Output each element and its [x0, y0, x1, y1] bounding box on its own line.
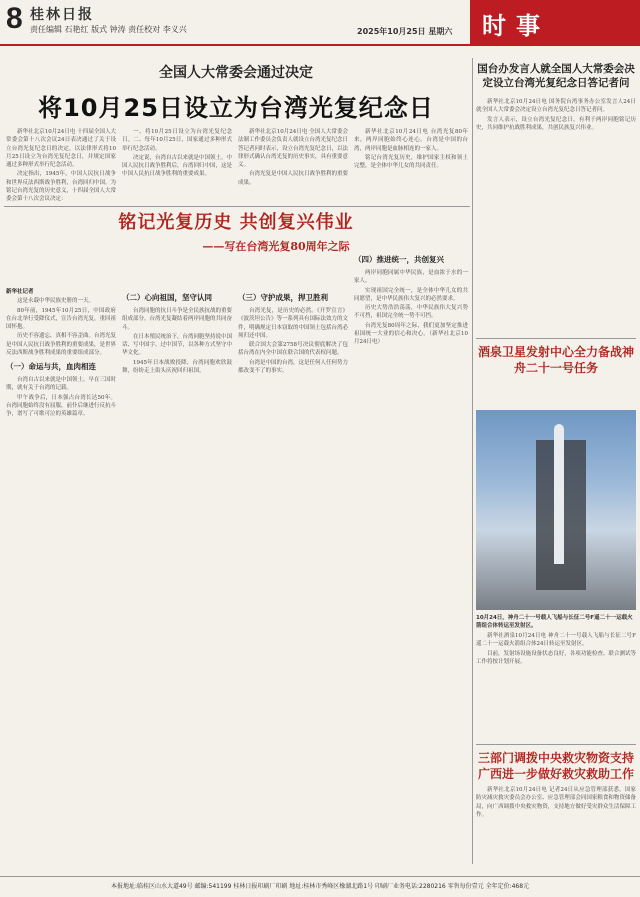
paragraph: 新华社北京10月24日电 国务院台湾事务办公室发言人24日就全国人大常委会决定设立台湾光复纪念日答记者问。	[476, 99, 636, 114]
editor-line: 责任编辑 石艳红 版式 钟涛 责任校对 李义兴	[30, 25, 187, 34]
right-story-2-title: 酒泉卫星发射中心全力备战神舟二十一号任务	[477, 345, 634, 376]
rocket	[554, 424, 564, 564]
paragraph: 台湾光复是中国人民抗日战争胜利的重要成果。	[238, 171, 348, 186]
paragraph: 80年前，1945年10月25日，中国政府在台北举行受降仪式，宣告台湾光复，重回祖国怀抱。	[6, 307, 116, 330]
section-divider	[476, 338, 636, 339]
feature-column-4	[354, 250, 468, 872]
main-story-column-3	[238, 128, 348, 204]
paragraph: 历史大势浩浩荡荡，中华民族伟大复兴势不可挡，祖国完全统一势不可挡。	[354, 305, 468, 320]
byline: 新华社记者	[6, 289, 34, 295]
feature-subtitle: ——写在台湾光复80周年之际	[202, 240, 350, 253]
paragraph: 历史不容遗忘，真相不容歪曲。台湾光复是中国人民抗日战争胜利的重要成果，是世界反法西斯战争胜利成果的重要组成部分。	[6, 333, 116, 356]
main-story-column-1	[6, 128, 116, 204]
feature-column-1	[6, 288, 116, 872]
paragraph: 台湾光复，是历史的必然。《开罗宣言》《波茨坦公告》等一系列具有国际法效力的文件，明确规定日本窃取的中国领土包括台湾必须归还中国。	[238, 308, 348, 339]
rocket-launch-photo	[476, 410, 636, 610]
paragraph: 甲午战争后，日本强占台湾长达50年。台湾同胞始终没有屈服，前仆后继进行反抗斗争，谱写了可歌可泣的英雄篇章。	[6, 394, 116, 417]
feature-subhead: （三）守护成果，捍卫胜利	[238, 293, 328, 302]
paragraph: 新华社北京10月24日电 记者24日从应急管理部获悉，国家防灾减灾救灾委员会办公室、应急管理部会同国家粮食和物资储备局，向广西调拨中央救灾物资，支持地方做好受灾群众生活保障工作。	[476, 787, 636, 818]
right-story-1-body	[476, 98, 636, 334]
paragraph: 决定指出，1945年，中国人民抗日战争和世界反法西斯战争胜利，台湾回归中国。为铭记台湾光复的历史意义，十四届全国人大常委会第十八次会议决定：	[6, 171, 116, 202]
paragraph: 新华社北京10月24日电 十四届全国人大常委会第十八次会议24日表决通过了关于设立台湾光复纪念日的决定，以法律形式将10月25日设立为台湾光复纪念日，并规定国家通过多种形式举行纪念活动。	[6, 129, 116, 168]
paragraph: 新华社北京10月24日电 台湾光复80年来，两岸同胞始终心连心。台湾是中国的台湾，两岸同胞是血脉相连的一家人。	[354, 129, 468, 152]
paragraph: 目前，发射场设施设备状态良好，各项功能检查、联合测试等工作将按计划开展。	[476, 650, 636, 665]
feature-subhead: （一）命运与共，血肉相连	[6, 362, 96, 371]
paper-name: 桂林日报	[30, 7, 94, 23]
paragraph: 发言人表示，设立台湾光复纪念日，有利于两岸同胞铭记历史，共同维护抗战胜利成果，共创民族复兴伟业。	[476, 116, 636, 131]
issue-date: 2025年10月25日 星期六	[357, 27, 453, 36]
paragraph: 台湾光复80周年之际，我们更加坚定推进祖国统一大业的信心和决心。（新华社北京10月24日电）	[354, 322, 468, 345]
paragraph: 1945年日本战败投降，台湾同胞欢欣鼓舞，纷纷走上街头庆祝回归祖国。	[122, 359, 232, 374]
feature-subhead: （四）推进统一，共创复兴	[354, 255, 444, 264]
main-story-heading	[0, 62, 472, 123]
paragraph: 新华社酒泉10月24日电 神舟二十一号载人飞船与长征二号F遥二十一运载火箭组合体24日转运至发射区。	[476, 633, 636, 648]
page-footer: 本报地址:临桂区山水大道49号 邮编:541199 桂林日报印刷厂印刷 地址:桂林市秀峰区橡湖北路1号 印刷厂业务电话:2280216 零售每份壹元 全年定价:468元	[0, 876, 640, 897]
paragraph: 这是永载中华民族史册的一天。	[17, 298, 95, 305]
paragraph: 台湾自古以来就是中国领土。早在三国时期，就有关于台湾的记载。	[6, 377, 116, 392]
feature-title: 铭记光复历史 共创复兴伟业	[118, 212, 354, 233]
main-story-kicker: 全国人大常委会通过决定	[159, 65, 313, 81]
paragraph: 一、将10月25日设立为台湾光复纪念日。二、每年10月25日，国家通过多种形式举行纪念活动。	[122, 129, 232, 152]
paragraph: 台湾同胞的抗日斗争是全民族抗战的重要组成部分。台湾光复凝结着两岸同胞的共同奋斗。	[122, 308, 232, 331]
paragraph: 实现祖国完全统一，是全体中华儿女的共同愿望，是中华民族伟大复兴的必然要求。	[354, 287, 468, 302]
main-story-column-2	[122, 128, 232, 204]
right-story-2-body	[476, 632, 636, 732]
feature-subhead: （二）心向祖国，坚守认同	[122, 293, 212, 302]
section-banner	[470, 0, 640, 44]
paragraph: 台湾是中国的台湾，这是任何人任何势力都改变不了的事实。	[238, 359, 348, 374]
page-header	[0, 0, 640, 58]
paragraph: 联合国大会第2758号决议彻底解决了包括台湾在内全中国在联合国的代表权问题。	[238, 342, 348, 357]
right-story-3-body	[476, 786, 636, 872]
feature-column-2	[122, 288, 232, 872]
feature-column-3	[238, 288, 348, 872]
paragraph: 两岸同胞同属中华民族，是血浓于水的一家人。	[354, 270, 468, 285]
header-rule	[0, 44, 640, 46]
paragraph: 新华社北京10月24日电 全国人大常委会法制工作委员会负责人就设立台湾光复纪念日答记者问时表示，设立台湾光复纪念日，以法律形式确认台湾光复的历史事实，具有重要意义。	[238, 129, 348, 168]
paragraph: 决定说，台湾自古以来就是中国领土。中国人民抗日战争胜利后，台湾回归中国，这是中国人民抗日战争胜利的重要成果。	[122, 154, 232, 178]
section-divider	[4, 206, 470, 207]
photo-caption: 10月24日，神舟二十一号载人飞船与长征二号F遥二十一运载火箭组合体转运至发射区。	[476, 615, 633, 630]
section-divider	[476, 744, 636, 745]
main-story-headline: 将10月25日设立为台湾光复纪念日	[38, 94, 434, 122]
section-title: 时事	[482, 12, 550, 40]
right-story-1-title: 国台办发言人就全国人大常委会决定设立台湾光复纪念日答记者问	[477, 63, 635, 90]
right-story-3-title: 三部门调拨中央救灾物资支持广西进一步做好救灾救助工作	[477, 751, 634, 782]
page-number: 8	[6, 2, 23, 35]
main-story-column-4	[354, 128, 468, 204]
paragraph: 铭记台湾光复历史，维护国家主权和领土完整，是全体中华儿女的共同责任。	[354, 154, 468, 169]
column-rule	[472, 58, 473, 864]
feature-heading	[0, 208, 472, 254]
paragraph: 在日本殖民统治下，台湾同胞坚持说中国话、写中国字、过中国节，以各种方式坚守中华文化。	[122, 333, 232, 357]
